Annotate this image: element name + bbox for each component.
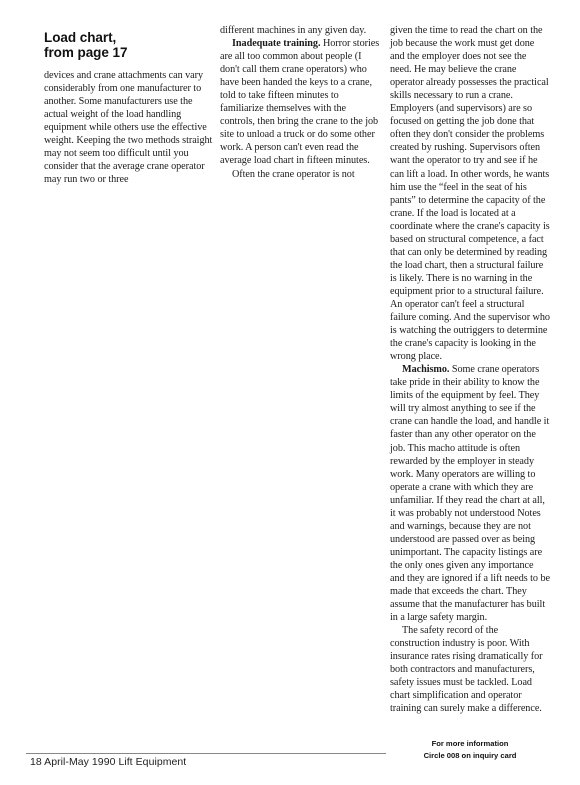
inquiry-card-note bbox=[390, 738, 550, 762]
inquiry-card-line: Circle 008 on inquiry card bbox=[423, 751, 517, 760]
more-info-line: For more information bbox=[431, 739, 509, 748]
footer-rule bbox=[26, 753, 386, 754]
article-column-2 bbox=[220, 24, 380, 181]
column-2-paragraph-1: different machines in any given day. bbox=[220, 25, 367, 36]
heading-line-1: Load chart, bbox=[44, 30, 117, 45]
inadequate-training-paragraph bbox=[220, 37, 380, 167]
page-folio: 18 April-May 1990 Lift Equipment bbox=[30, 756, 187, 768]
article-column-3 bbox=[390, 24, 550, 715]
inadequate-training-subhead: Inadequate training. bbox=[232, 38, 321, 50]
safety-record-paragraph: The safety record of the construction industry is poor. With insurance rates rising dramatically for both contractors and manufacturers, safety issues must be tackled. Load chart simplification and operator training can surely make a difference. bbox=[390, 625, 543, 715]
column-2-paragraph-3: Often the crane operator is not bbox=[232, 168, 355, 180]
inadequate-training-text: Horror stories are all too common about people (I don't call them crane operators) who have been handed the keys to a crane, told to take fifteen minutes to familiarize themselves with the controls, then bring the crane to the job site to unload a truck or do some other work. A person can't even read the average load chart in fifteen minutes. bbox=[220, 38, 380, 167]
column-3-paragraph-1: given the time to read the chart on the job because the work must get done and the employer does not see the need. He may believe the crane operator already possesses the practical skills necessary to run a crane. Employers (and supervisors) are so focused on getting the job done that often they don't consider the problems created by rushing. Supervisors often want the operator to try and see if he can lift a load. In other words, he wants him use the “feel in the seat of his pants” to determine the capacity of the crane. If the load is located at a coordinate where the crane's capacity is based on structural competence, a fact that can only be determined by reading the load chart, then a structural failure is likely. There is no warning in the equipment prior to a structural failure. An operator can't feel a structural failure coming. And the supervisor who is watching the outriggers to determine the crane's capacity is looking in the wrong place. bbox=[390, 25, 550, 363]
machismo-subhead: Machismo. bbox=[402, 364, 450, 376]
heading-line-2: from page 17 bbox=[44, 45, 128, 60]
machismo-paragraph bbox=[390, 363, 550, 624]
continued-heading bbox=[44, 30, 216, 60]
article-column-1 bbox=[44, 24, 216, 186]
column-1-paragraph: devices and crane attachments can vary considerably from one manufacturer to another. Some manufacturers use the actual weight of the load handling equipment while others use the effective weight. Keeping the two methods straight may not seem too difficult until you consider that the average crane operator may run two or three bbox=[44, 70, 213, 186]
machismo-text: Some crane operators take pride in their ability to know the limits of the equipment by feel. They will try almost anything to see if the crane can handle the load, and handle it faster than any other operator on the job. This macho attitude is often rewarded by the employer in steady work. Many operators are willing to operate a crane with which they are unfamiliar. If they read the chart at all, it was probably not understood Notes and warnings, because they are not understood are passed over as being unimportant. The capacity listings are the only ones given any importance and they are ignored if a lift needs to be made that exceeds the chart. They assume that the manufacturer has built in a large safety margin. bbox=[390, 364, 550, 624]
